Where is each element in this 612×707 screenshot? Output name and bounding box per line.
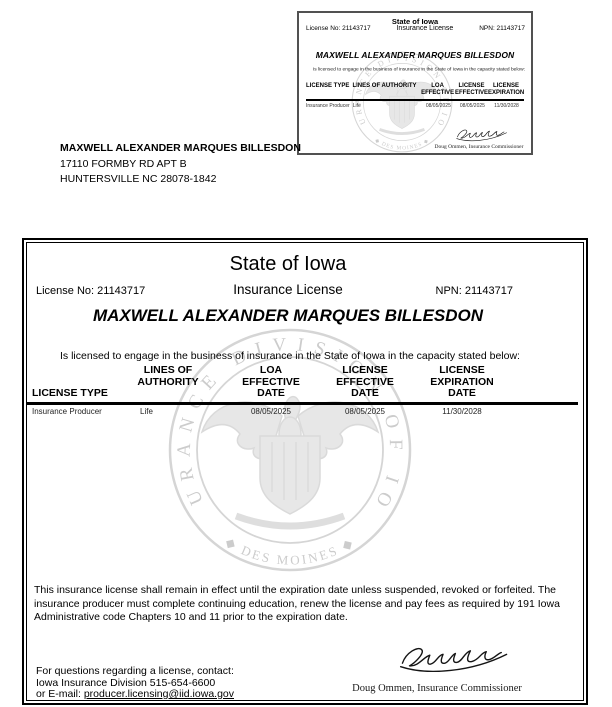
card-licensee-name: MAXWELL ALEXANDER MARQUES BILLESDON: [315, 50, 515, 60]
card-header-license-type: LICENSE TYPE: [306, 83, 350, 89]
cell-license-effective-date: 08/05/2025: [344, 406, 386, 416]
commissioner-signature: [455, 125, 509, 143]
license-certificate: [22, 238, 588, 705]
certificate-contact-block: [36, 666, 234, 701]
card-header-license-expiration: LICENSE EXPIRATION: [488, 83, 525, 96]
card-header-loa-effective: LOA EFFECTIVE: [421, 83, 455, 96]
mailing-address-block: [60, 141, 301, 188]
certificate-licensee-name: MAXWELL ALEXANDER MARQUES BILLESDON: [92, 306, 484, 325]
card-cell-lines-of-authority: Life: [352, 103, 361, 109]
card-license-number: License No: 21143717: [306, 25, 371, 32]
card-table-header: [306, 83, 524, 97]
cell-lines-of-authority: Life: [140, 406, 153, 416]
certificate-body-paragraph: This insurance license shall remain in effect until the expiration date unless suspended, revoked or forfeited. The insurance producer must complete continuing education, renew the license and pay fees as required by 191 Iowa Administrative code Chapters 10 and 11 prior to the expiration date.: [34, 584, 560, 623]
address-line2: HUNTERSVILLE NC 28078-1842: [60, 173, 217, 185]
card-document-type: Insurance License: [396, 25, 454, 32]
address-line1: 17110 FORMBY RD APT B: [60, 157, 187, 170]
contact-line2: Iowa Insurance Division 515-654-6600: [36, 676, 216, 689]
table-row: [306, 103, 524, 109]
cell-license-type: Insurance Producer: [32, 406, 102, 416]
card-header-row: [306, 25, 525, 32]
commissioner-signature: [397, 642, 512, 672]
contact-email-link[interactable]: producer.licensing@iid.iowa.gov: [83, 688, 235, 700]
commissioner-name: Doug Ommen, Insurance Commissioner: [352, 683, 522, 694]
header-license-type: LICENSE TYPE: [32, 387, 108, 399]
cell-loa-effective-date: 08/05/2025: [250, 406, 292, 416]
card-cell-license-expiration: 11/30/2028: [494, 103, 519, 109]
card-header-license-effective: LICENSE EFFECTIVE: [454, 83, 488, 96]
certificate-table-header: [32, 365, 578, 400]
header-lines-of-authority: LINES OF AUTHORITY: [137, 364, 199, 388]
certificate-document-type: Insurance License: [233, 282, 343, 297]
contact-line3: [36, 689, 234, 701]
certificate-inner-border: [26, 242, 584, 701]
card-header-lines-of-authority: LINES OF AUTHORITY: [352, 83, 417, 89]
contact-line1: For questions regarding a license, contact:: [36, 665, 234, 677]
card-cell-license-type: Insurance Producer: [306, 103, 350, 109]
certificate-capacity-line: Is licensed to engage in the business of insurance in the State of Iowa in the capacity stated below:: [60, 350, 520, 362]
cell-license-expiration-date: 11/30/2028: [442, 406, 482, 416]
certificate-license-table: [32, 365, 578, 416]
header-loa-effective-date: LOA EFFECTIVE DATE: [242, 364, 300, 399]
commissioner-name: Doug Ommen, Insurance Commissioner: [434, 144, 524, 150]
certificate-npn: NPN: 21143717: [435, 285, 513, 297]
address-name: MAXWELL ALEXANDER MARQUES BILLESDON: [60, 142, 301, 154]
card-npn: NPN: 21143717: [479, 25, 525, 32]
certificate-license-number: License No: 21143717: [36, 285, 146, 297]
header-license-expiration-date: LICENSE EXPIRATION DATE: [430, 364, 494, 399]
card-content: [299, 13, 531, 153]
card-table-rule: [306, 99, 524, 101]
contact-email-prefix: or E-mail:: [36, 688, 84, 700]
header-license-effective-date: LICENSE EFFECTIVE DATE: [336, 364, 394, 399]
table-row: [32, 407, 578, 416]
card-capacity-line: Is licensed to engage in the business of insurance in the State of Iowa in the capacity stated below:: [312, 67, 525, 73]
card-state-title: State of Iowa: [391, 17, 439, 26]
wallet-license-card: [297, 11, 533, 155]
certificate-state-title: State of Iowa: [229, 253, 347, 275]
card-cell-license-effective: 08/05/2025: [459, 103, 485, 109]
certificate-table-rule: [26, 402, 578, 405]
card-license-table: [306, 83, 524, 109]
card-cell-loa-effective: 08/05/2025: [425, 103, 451, 109]
